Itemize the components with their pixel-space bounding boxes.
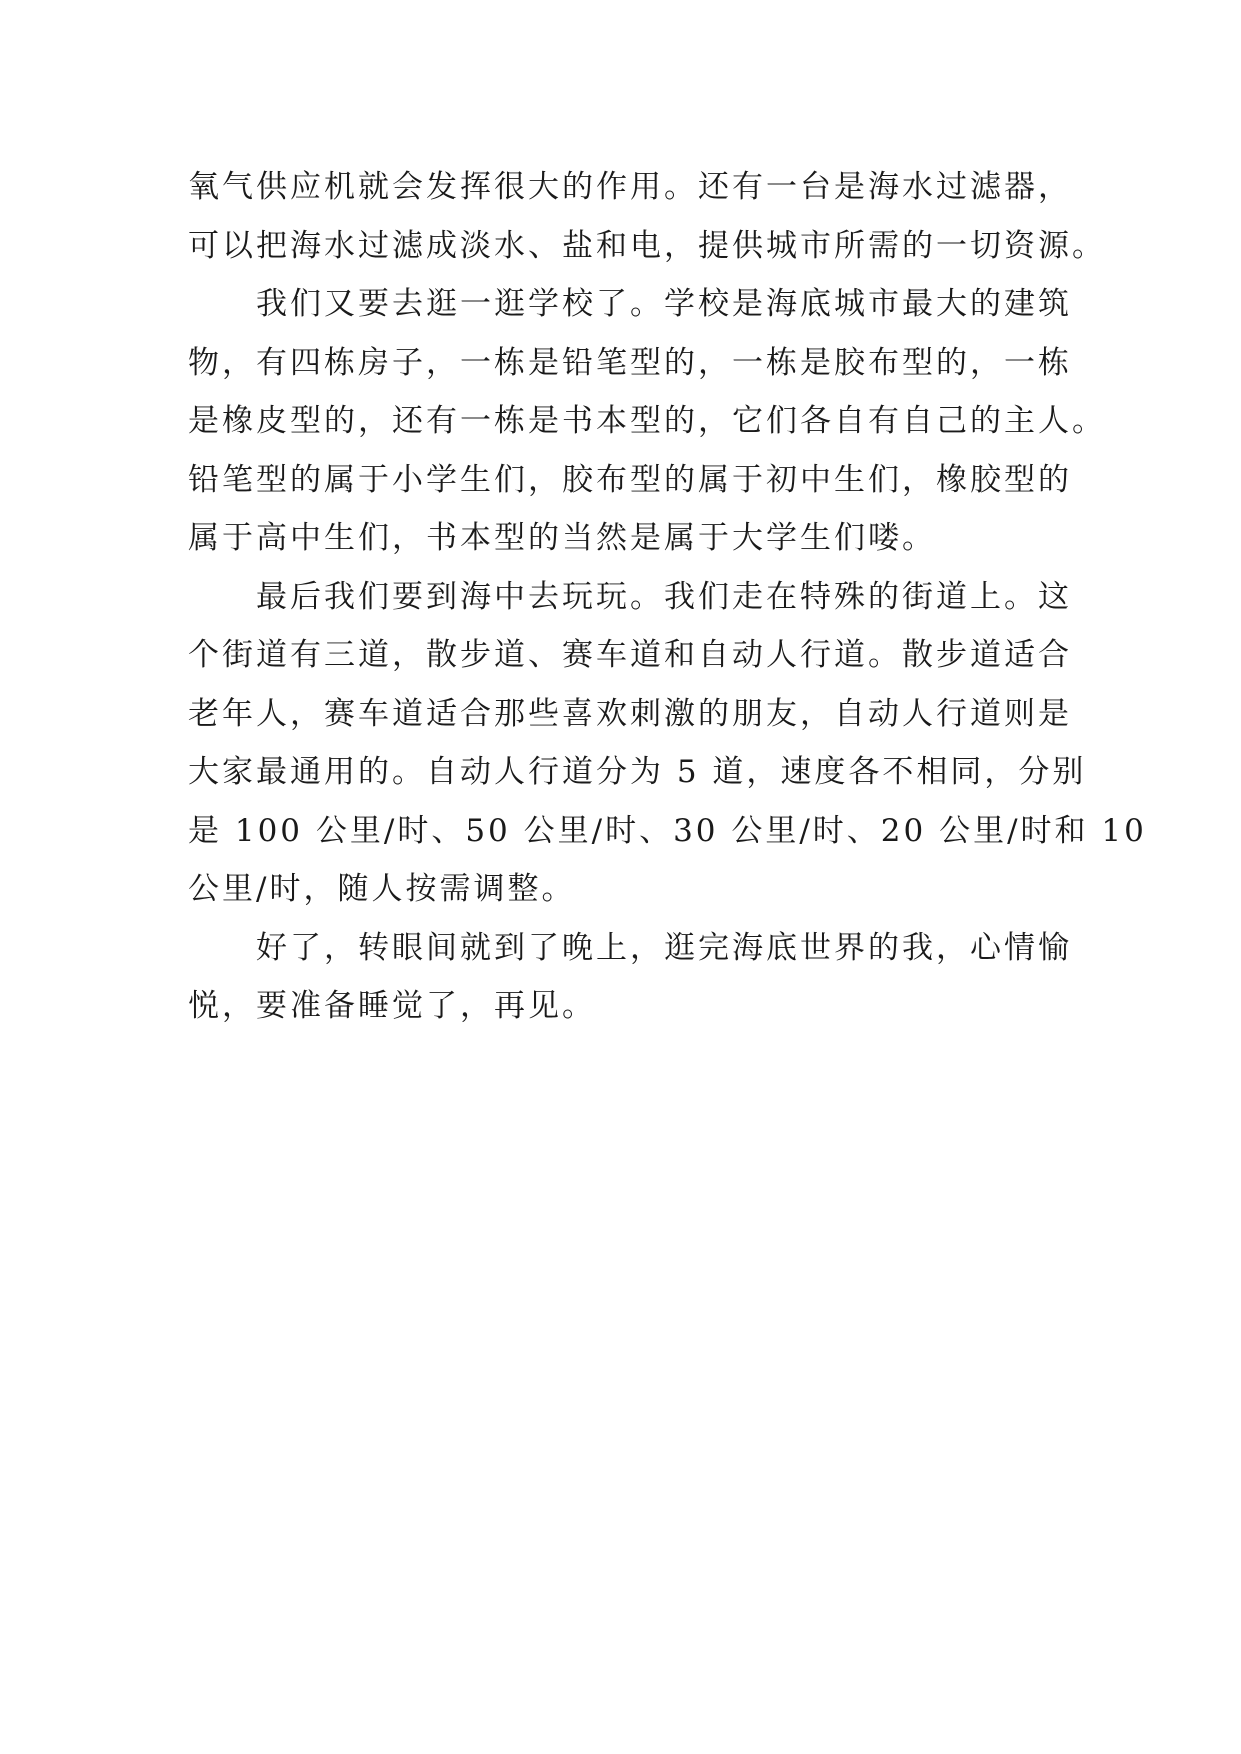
text-line: 属于高中生们，书本型的当然是属于大学生们喽。 <box>188 520 936 556</box>
text-line: 老年人，赛车道适合那些喜欢刺激的朋友，自动人行道则是 <box>188 695 1072 732</box>
text-line: 是 100 公里/时、50 公里/时、30 公里/时、20 公里/时和 10 <box>188 812 1147 849</box>
text-line: 物，有四栋房子，一栋是铅笔型的，一栋是胶布型的，一栋 <box>188 344 1072 381</box>
text-line: 最后我们要到海中去玩玩。我们走在特殊的街道上。这 <box>256 578 1072 615</box>
text-line: 大家最通用的。自动人行道分为 5 道，速度各不相同，分别 <box>188 754 1087 790</box>
text-line: 氧气供应机就会发挥很大的作用。还有一台是海水过滤器， <box>188 169 1072 205</box>
text-line: 悦，要准备睡觉了，再见。 <box>188 988 596 1024</box>
text-line: 可以把海水过滤成淡水、盐和电，提供城市所需的一切资源。 <box>188 227 1106 264</box>
text-line: 好了，转眼间就到了晚上，逛完海底世界的我，心情愉 <box>256 929 1072 966</box>
text-line: 铅笔型的属于小学生们，胶布型的属于初中生们，橡胶型的 <box>188 461 1072 498</box>
text-line: 我们又要去逛一逛学校了。学校是海底城市最大的建筑 <box>256 286 1072 322</box>
text-line: 个街道有三道，散步道、赛车道和自动人行道。散步道适合 <box>188 637 1072 673</box>
text-line: 公里/时，随人按需调整。 <box>188 871 576 907</box>
body-text <box>188 158 1147 1036</box>
text-line: 是橡皮型的，还有一栋是书本型的，它们各自有自己的主人。 <box>188 403 1106 439</box>
